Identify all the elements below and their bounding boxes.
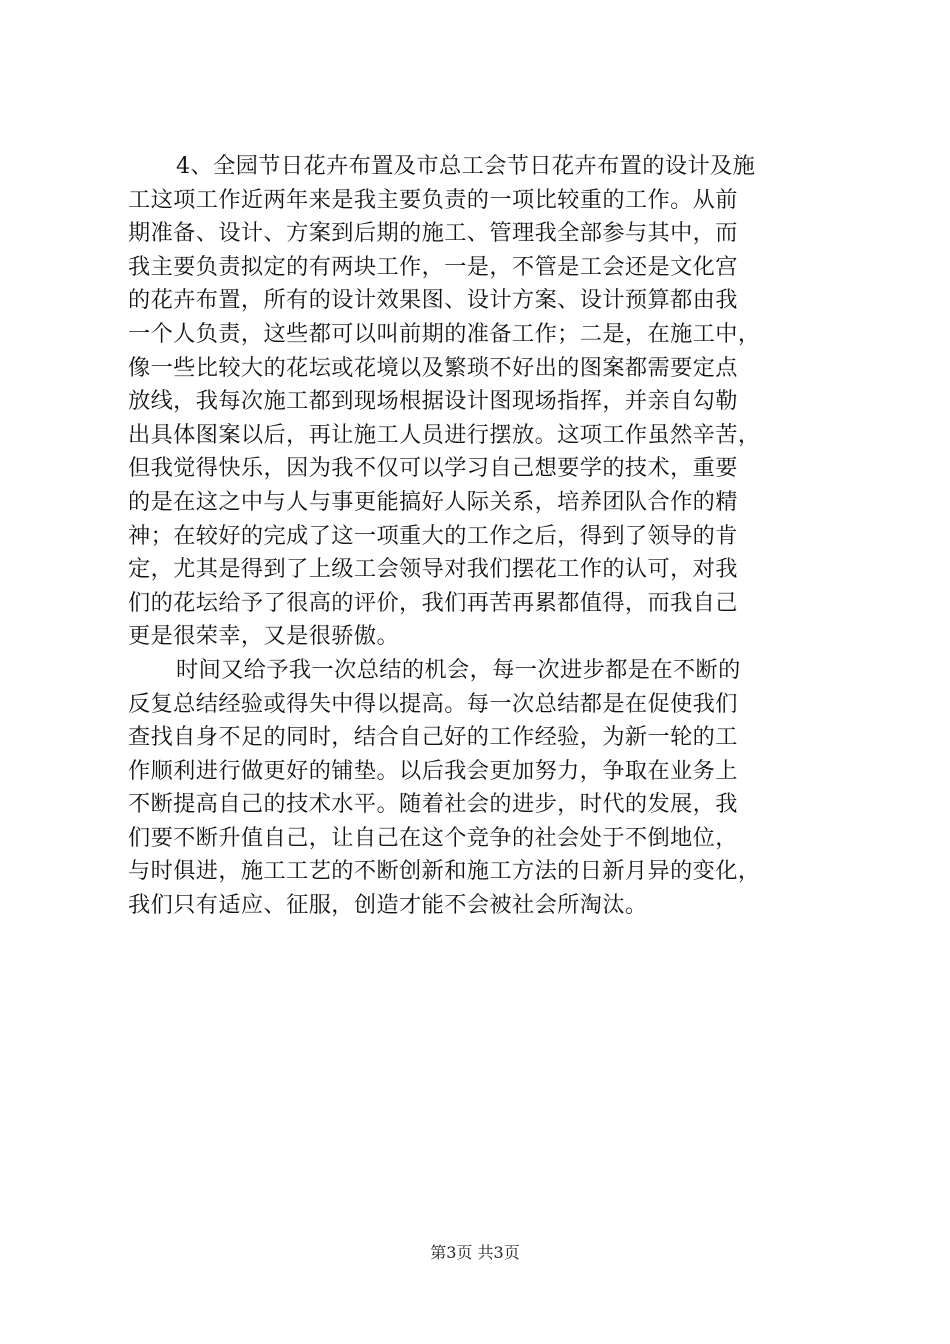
- paragraph-1-line: 4、全园节日花卉布置及市总工会节日花卉布置的设计及施: [176, 153, 756, 179]
- paragraph-2-line: 不断提高自己的技术水平。随着社会的进步，时代的发展，我: [128, 791, 738, 818]
- paragraph-2-line: 反复总结经验或得失中得以提高。每一次总结都是在促使我们: [128, 690, 738, 717]
- paragraph-1-line: 但我觉得快乐，因为我不仅可以学习自己想要学的技术，重要: [128, 455, 738, 482]
- paragraph-2-line: 时间又给予我一次总结的机会，每一次进步都是在不断的: [176, 656, 741, 683]
- paragraph-1-line: 出具体图案以后，再让施工人员进行摆放。这项工作虽然辛苦，: [128, 421, 761, 448]
- body-text: [128, 150, 828, 923]
- paragraph-1-line: 期准备、设计、方案到后期的施工、管理我全部参与其中，而: [128, 220, 738, 247]
- paragraph-1-line: 们的花坛给予了很高的评价，我们再苦再累都值得，而我自己: [128, 589, 738, 616]
- paragraph-2-line: 查找自身不足的同时，结合自己好的工作经验，为新一轮的工: [128, 724, 738, 751]
- paragraph-1-line: 的是在这之中与人与事更能搞好人际关系，培养团队合作的精: [128, 488, 738, 515]
- paragraph-1-line: 神；在较好的完成了这一项重大的工作之后，得到了领导的肯: [128, 522, 738, 549]
- paragraph-1-line: 放线，我每次施工都到现场根据设计图现场指挥，并亲自勾勒: [128, 388, 738, 415]
- paragraph-1-line: 像一些比较大的花坛或花境以及繁琐不好出的图案都需要定点: [128, 354, 738, 381]
- page-number: 第3页 共3页: [430, 1243, 520, 1262]
- paragraph-1-line: 更是很荣幸，又是很骄傲。: [128, 623, 400, 650]
- paragraph-2-line: 作顺利进行做更好的铺垫。以后我会更加努力，争取在业务上: [128, 757, 738, 784]
- paragraph-1-line: 定，尤其是得到了上级工会领导对我们摆花工作的认可，对我: [128, 556, 738, 583]
- paragraph-2-line: 我们只有适应、征服，创造才能不会被社会所淘汰。: [128, 892, 648, 919]
- page-footer: [0, 1242, 950, 1264]
- paragraph-1-line: 工这项工作近两年来是我主要负责的一项比较重的工作。从前: [128, 186, 738, 213]
- paragraph-1-line: 我主要负责拟定的有两块工作，一是，不管是工会还是文化宫: [128, 253, 738, 280]
- paragraph-1-line: 一个人负责，这些都可以叫前期的准备工作；二是，在施工中，: [128, 320, 761, 347]
- paragraph-2-line: 们要不断升值自己，让自己在这个竞争的社会处于不倒地位，: [128, 824, 738, 851]
- paragraph-1-line: 的花卉布置，所有的设计效果图、设计方案、设计预算都由我: [128, 287, 738, 314]
- paragraph-2-line: 与时俱进，施工工艺的不断创新和施工方法的日新月异的变化，: [128, 858, 761, 885]
